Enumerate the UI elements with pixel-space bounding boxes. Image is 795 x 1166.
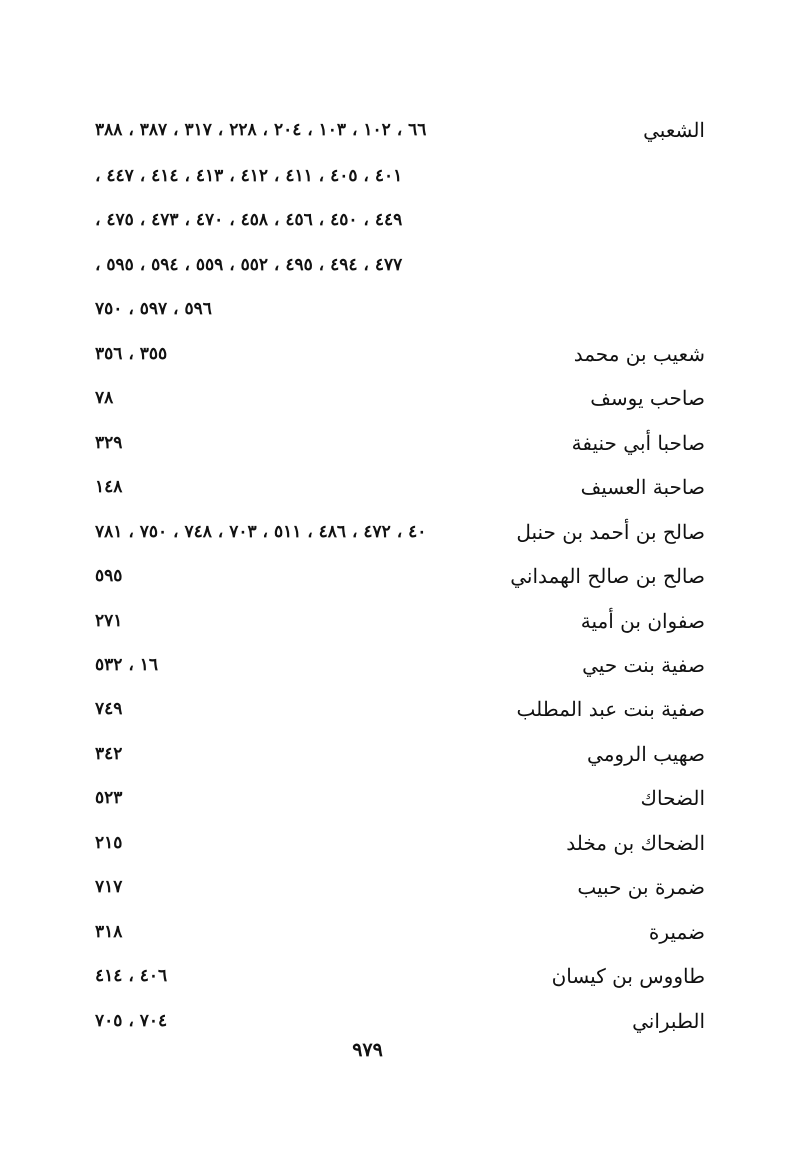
- entry-page-refs: ١٤٨: [95, 477, 123, 497]
- entry-name: صاحب يوسف: [590, 386, 705, 410]
- entry-name: الضحاك بن مخلد: [566, 831, 705, 855]
- entry-name: صفية بنت عبد المطلب: [516, 697, 705, 721]
- index-entry: [0, 606, 795, 636]
- index-entry: [0, 917, 795, 947]
- index-entry-continuation: [0, 205, 795, 235]
- entry-page-refs: ٣٢٩: [95, 433, 123, 453]
- index-entry: [0, 650, 795, 680]
- index-entry: [0, 472, 795, 502]
- index-entry: [0, 961, 795, 991]
- entry-page-refs: ٢١٥: [95, 833, 123, 853]
- entry-page-refs: ٤٠١ ، ٤٠٥ ، ٤١١ ، ٤١٢ ، ٤١٣ ، ٤١٤ ، ٤٤٧ ،: [95, 166, 403, 186]
- index-entry: [0, 428, 795, 458]
- index-entry-continuation: [0, 294, 795, 324]
- index-entry: [0, 383, 795, 413]
- entry-page-refs: ٢٧١: [95, 611, 123, 631]
- entry-name: صفية بنت حيي: [582, 653, 705, 677]
- index-entry: [0, 115, 795, 145]
- entry-name: صهيب الرومي: [587, 742, 705, 766]
- entry-page-refs: ٤٤٩ ، ٤٥٠ ، ٤٥٦ ، ٤٥٨ ، ٤٧٠ ، ٤٧٣ ، ٤٧٥ ،: [95, 210, 403, 230]
- entry-page-refs: ١٦ ، ٥٣٢: [95, 655, 158, 675]
- entry-page-refs: ٥٩٥: [95, 566, 123, 586]
- entry-name: الشعبي: [643, 118, 705, 142]
- entry-page-refs: ٤٠ ، ٤٧٢ ، ٤٨٦ ، ٥١١ ، ٧٠٣ ، ٧٤٨ ، ٧٥٠ ، ٧٨١: [95, 522, 427, 542]
- entry-page-refs: ٥٩٦ ، ٥٩٧ ، ٧٥٠: [95, 299, 212, 319]
- entry-page-refs: ٣١٨: [95, 922, 123, 942]
- index-entry: [0, 872, 795, 902]
- entry-page-refs: ٧١٧: [95, 877, 123, 897]
- index-entry-continuation: [0, 161, 795, 191]
- entry-page-refs: ٧٤٩: [95, 699, 123, 719]
- index-entry-continuation: [0, 250, 795, 280]
- entry-name: الضحاك: [640, 786, 705, 810]
- entry-page-refs: ٧٠٤ ، ٧٠٥: [95, 1011, 168, 1031]
- index-entry: [0, 1006, 795, 1036]
- index-entry: [0, 739, 795, 769]
- entry-name: ضميرة: [648, 920, 705, 944]
- entry-name: صالح بن أحمد بن حنبل: [516, 520, 705, 544]
- entry-page-refs: ٤٠٦ ، ٤١٤: [95, 966, 168, 986]
- entry-page-refs: ٣٤٢: [95, 744, 123, 764]
- entry-page-refs: ٤٧٧ ، ٤٩٤ ، ٤٩٥ ، ٥٥٢ ، ٥٥٩ ، ٥٩٤ ، ٥٩٥ ،: [95, 255, 403, 275]
- entry-name: صاحبا أبي حنيفة: [571, 431, 705, 455]
- entry-page-refs: ٥٢٣: [95, 788, 123, 808]
- entry-name: ضمرة بن حبيب: [577, 875, 705, 899]
- index-entry: [0, 828, 795, 858]
- index-entry: [0, 339, 795, 369]
- page-number: ٩٧٩: [352, 1039, 383, 1061]
- entry-name: صاحبة العسيف: [580, 475, 705, 499]
- index-entry: [0, 517, 795, 547]
- entry-page-refs: ٣٥٥ ، ٣٥٦: [95, 344, 168, 364]
- entry-page-refs: ٦٦ ، ١٠٢ ، ١٠٣ ، ٢٠٤ ، ٢٢٨ ، ٣١٧ ، ٣٨٧ ، ٣٨٨: [95, 120, 427, 140]
- index-entry: [0, 561, 795, 591]
- index-entry: [0, 783, 795, 813]
- entry-name: صالح بن صالح الهمداني: [510, 564, 705, 588]
- entry-name: شعيب بن محمد: [573, 342, 705, 366]
- entry-name: طاووس بن كيسان: [551, 964, 705, 988]
- entry-page-refs: ٧٨: [95, 388, 114, 408]
- entry-name: صفوان بن أمية: [580, 609, 705, 633]
- index-entry: [0, 694, 795, 724]
- entry-name: الطبراني: [632, 1009, 705, 1033]
